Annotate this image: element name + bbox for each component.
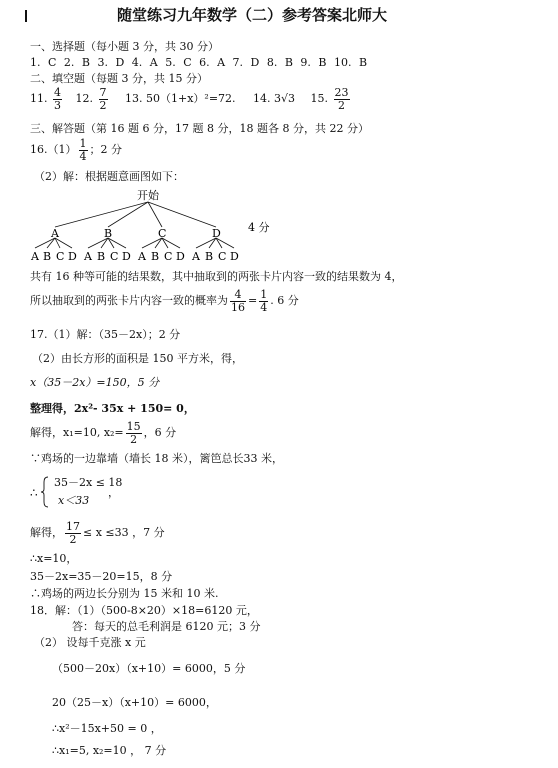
q15-fraction: $\frac{23}{2}$ bbox=[334, 85, 349, 112]
q16-outcomes: 共有 16 种等可能的结果数，其中抽取到的两张卡片内容一致的结果数为 4， bbox=[30, 270, 403, 283]
q18-equation-1: （500－20x）（x+10）= 6000，5 分 bbox=[52, 662, 246, 675]
tree-score: 4 分 bbox=[248, 221, 270, 234]
q12-label: 12. bbox=[75, 92, 93, 105]
q18-part1: 18．解：（1）（500-8×20）×18=6120 元， bbox=[30, 604, 258, 617]
q16-prob-fraction-1: $\frac{4}{16}$ bbox=[231, 287, 245, 314]
leaf: C bbox=[164, 250, 173, 263]
leaf: D bbox=[176, 250, 185, 263]
leaf: D bbox=[230, 250, 239, 263]
leaf: B bbox=[151, 250, 160, 263]
q18-solutions: ∴x₁=5, x₂=10 ， 7 分 bbox=[52, 744, 167, 757]
leaf: A bbox=[192, 250, 200, 263]
q12-fraction: $\frac{7}{2}$ bbox=[99, 85, 107, 112]
tree-node-a: A bbox=[51, 227, 59, 240]
inequality-2: x＜33 bbox=[58, 494, 90, 507]
leaf: D bbox=[68, 250, 77, 263]
q14-answer: 14. 3√3 bbox=[253, 92, 296, 105]
q17-inequality-system bbox=[30, 474, 150, 510]
q17-conclusion: ∴鸡场的两边长分别为 15 米和 10 米. bbox=[30, 587, 219, 600]
leaf: A bbox=[84, 250, 92, 263]
q17-solution-fraction: $\frac{15}{2}$ bbox=[126, 419, 141, 446]
q17-part2-intro: （2）由长方形的面积是 150 平方米，得， bbox=[32, 352, 243, 365]
tree-root: 开始 bbox=[137, 189, 159, 202]
q17-range-fraction: $\frac{17}{2}$ bbox=[66, 519, 80, 546]
tree-node-b: B bbox=[104, 227, 113, 240]
leaf: C bbox=[218, 250, 227, 263]
q16-probability: 所以抽取到的两张卡片内容一致的概率为 $\frac{4}{16}$ = $\frac{1}{4}$ . 6 分 bbox=[30, 287, 299, 314]
q18-quadratic: ∴x²－15x+50 = 0 ， bbox=[52, 722, 162, 735]
inequality-tail: ， bbox=[108, 486, 119, 499]
q16-fraction: $\frac{1}{4}$ bbox=[79, 136, 87, 163]
section-2-heading: 二、填空题（每题 3 分，共 15 分） bbox=[30, 72, 208, 85]
q16-part2-intro: （2）解：根据题意画图如下： bbox=[34, 170, 184, 183]
leaf: B bbox=[43, 250, 52, 263]
q17-part1: 17.（1）解：（35－2x）；2 分 bbox=[30, 328, 181, 341]
leaf: C bbox=[110, 250, 119, 263]
q18-equation-2: 20（25－x）（x+10）= 6000， bbox=[52, 696, 217, 709]
tree-diagram bbox=[20, 186, 280, 266]
leaf: B bbox=[205, 250, 214, 263]
q17-solutions: 解得，x₁=10, x₂= $\frac{15}{2}$ ，6 分 bbox=[30, 419, 177, 446]
margin-mark bbox=[25, 10, 27, 22]
q13-answer: 13. 50（1+x）²=72. bbox=[125, 92, 236, 105]
fill-in-answers bbox=[30, 86, 352, 112]
q17-simplified: 整理得，2x²- 35x + 150= 0， bbox=[30, 402, 195, 415]
brace-icon bbox=[40, 476, 50, 508]
section-3-heading: 三、解答题（第 16 题 6 分，17 题 8 分，18 题各 8 分，共 22 分） bbox=[30, 122, 369, 135]
q17-condition: ∵鸡场的一边靠墙（墙长 18 米），篱笆总长33 米， bbox=[30, 452, 283, 465]
leaf: D bbox=[122, 250, 131, 263]
leaf: A bbox=[31, 250, 39, 263]
document-title: 随堂练习九年数学（二）参考答案北师大 bbox=[117, 6, 388, 24]
q17-range: 解得， $\frac{17}{2}$ ≤ x ≤33 ，7 分 bbox=[30, 519, 165, 546]
leaf: B bbox=[97, 250, 106, 263]
tree-node-c: C bbox=[158, 227, 167, 240]
q17-x-value: ∴x=10， bbox=[30, 552, 78, 565]
q18-part2-intro: （2） 设每千克涨 x 元 bbox=[34, 636, 146, 649]
inequality-1: 35－2x ≤ 18 bbox=[54, 476, 123, 489]
q11-label: 11. bbox=[30, 92, 48, 105]
q16-part1: 16.（1） $\frac{1}{4}$ ；2 分 bbox=[30, 136, 122, 163]
therefore-symbol: ∴ bbox=[30, 486, 38, 500]
q15-label: 15. bbox=[310, 92, 329, 105]
q16-prob-fraction-2: $\frac{1}{4}$ bbox=[260, 287, 268, 314]
tree-node-d: D bbox=[212, 227, 221, 240]
leaf: A bbox=[138, 250, 146, 263]
q11-fraction: $\frac{4}{3}$ bbox=[54, 85, 61, 112]
tree-leaves bbox=[30, 250, 239, 263]
q18-part1-answer: 答：每天的总毛利润是 6120 元；3 分 bbox=[72, 620, 261, 633]
section-1-heading: 一、选择题（每小题 3 分，共 30 分） bbox=[30, 40, 219, 53]
q17-equation: x（35－2x）=150，5 分 bbox=[30, 376, 160, 389]
leaf: C bbox=[56, 250, 65, 263]
q17-other-side: 35－2x=35－20=15，8 分 bbox=[30, 570, 173, 583]
section-1-answers: 1. C 2. B 3. D 4. A 5. C 6. A 7. D 8. B 9. B 10. B bbox=[30, 56, 368, 69]
